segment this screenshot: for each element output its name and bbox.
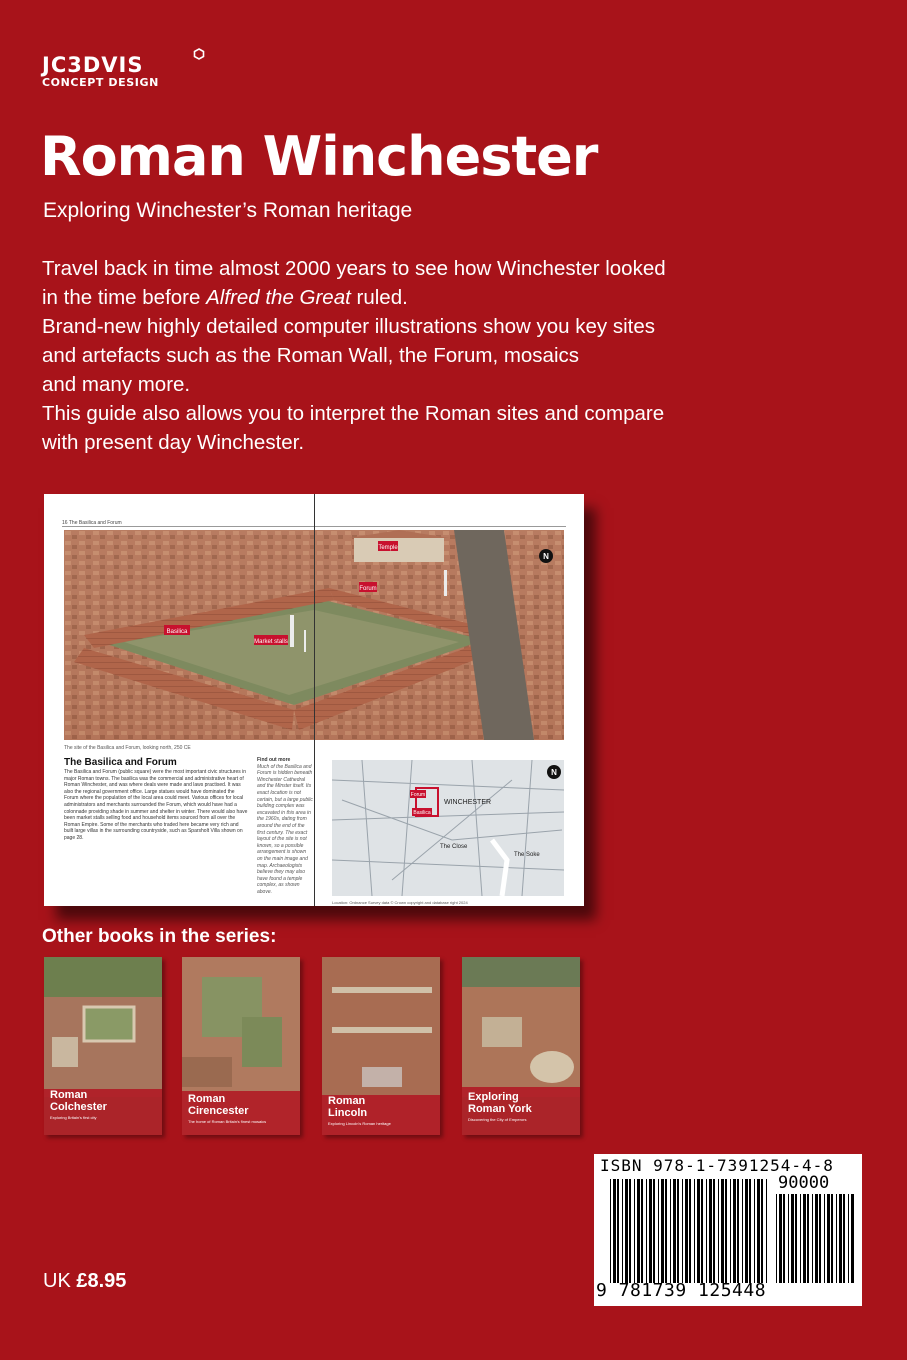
street-map [332,760,564,896]
map-winchester-label: WINCHESTER [444,799,492,806]
book-subtitle: Discovering the City of Emperors [468,1117,527,1122]
alfred-emphasis: Alfred the Great [206,286,351,309]
book-cover-york [462,957,580,1135]
book-title: Roman Cirencester [188,1093,249,1117]
book-subtitle: Exploring Britain's first city [50,1115,97,1120]
spread-heading: The Basilica and Forum [64,757,177,768]
price-amount: £8.95 [76,1270,127,1292]
book-title: Roman Lincoln [328,1095,368,1119]
market-label: Market stalls [254,639,288,645]
book-title: Roman Winchester [40,125,598,188]
sample-spread [44,494,584,906]
blurb-line: in the time before Alfred the Great ruled. [42,286,408,309]
photo-caption: The site of the Basilica and Forum, looking north, 250 CE [64,745,191,751]
map-forum-label: Forum [410,792,426,798]
ean-digits: 9 781739 125448 [596,1280,767,1301]
book-title: Roman Colchester [50,1089,107,1113]
addon-barcode-bars [776,1194,854,1283]
publisher-logo [42,54,159,89]
spine-fold [314,494,315,906]
side-title: Find out more [257,757,291,763]
blurb-line: and many more. [42,373,191,396]
book-cover-colchester [44,957,162,1135]
isbn-barcode [594,1154,862,1306]
temple-label: Temple [378,545,398,551]
basilica-label: Basilica [166,629,188,635]
svg-text:N: N [543,552,549,561]
hexagon-icon [193,48,205,60]
logo-brand: JC3DVIS [42,53,144,77]
book-subtitle: The home of Roman Britain's finest mosaics [188,1119,267,1124]
main-barcode-bars [610,1179,770,1283]
map-soke-label: The Soke [514,852,540,858]
blurb-line: and artefacts such as the Roman Wall, the Forum, mosaics [42,344,580,367]
map-caption: Location: Ordnance Survey data © Crown copyright and database right 2024 [332,900,468,905]
book-cover-lincoln [322,957,440,1135]
series-heading: Other books in the series: [42,926,277,947]
price-country: UK [43,1270,71,1292]
book-subtitle: Exploring Lincoln's Roman heritage [328,1121,391,1126]
logo-subtitle: CONCEPT DESIGN [42,76,159,89]
forum-label: Forum [359,586,377,592]
book-title: Exploring Roman York [468,1091,532,1115]
isbn-text: ISBN 978-1-7391254-4-8 [600,1156,834,1175]
spread-body: The Basilica and Forum (public square) were the most important civic structures in major Roman towns. The basilica was the commercial and administrative heart of Roman Winchester, and was where deals were made and laws practised. It was also the regional government office. Large statues would have dominated the Forum where the population of the local area could meet. Various offices for local administrators and merchants surrounded the Forum, which would have had a colonnade providing shade in summer and shelter in winter. There would also have been market stalls selling food and household items sourced from all over the Roman Empire. Some of the merchants who traded here became very rich and built large villas in the surrounding countryside, such as Sparsholt Villa shown on page 28. [64,769,248,841]
map-close-label: The Close [440,844,468,850]
map-basilica-label: Basilica [413,810,431,816]
blurb [42,254,742,457]
book-subtitle: Exploring Winchester’s Roman heritage [43,199,413,222]
price-addon-digits: 90000 [778,1173,830,1193]
blurb-line: Travel back in time almost 2000 years to see how Winchester looked [42,257,666,280]
price [43,1269,126,1293]
blurb-line: This guide also allows you to interpret the Roman sites and compare [42,402,665,425]
book-cover-cirencester [182,957,300,1135]
svg-text:N: N [551,768,557,777]
blurb-line: Brand-new highly detailed computer illustrations show you key sites [42,315,656,338]
side-body: Much of the Basilica and Forum is hidden beneath Winchester Cathedral and the Minster itself. Its exact location is not certain, but a large public building complex was excavated in this area in the 1960s, dating from around the end of the first century. The exact layout of the site is not known, so a possible arrangement is shown on the main image and map. Archaeologists believe they may also have found a temple complex, as shown above. [257,763,313,895]
blurb-line: with present day Winchester. [42,431,305,454]
running-head: 16 The Basilica and Forum [62,520,122,526]
find-out-more [257,757,313,895]
